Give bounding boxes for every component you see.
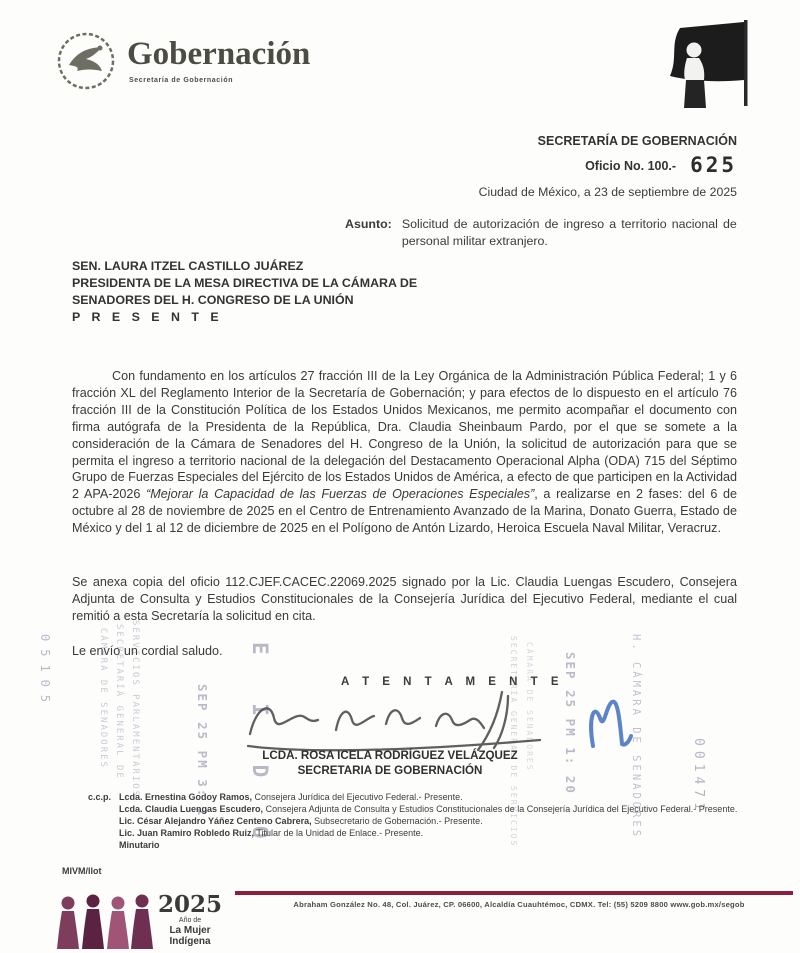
secretariat-title: SECRETARÍA DE GOBERNACIÓN	[537, 134, 737, 148]
recipient-presente: P R E S E N T E	[72, 310, 223, 324]
recipient-title-1: PRESIDENTA DE LA MESA DIRECTIVA DE LA CÁMARA DE	[72, 276, 418, 290]
wordmark-block	[127, 30, 310, 84]
ccp-item-name: Lcda. Ernestina Godoy Ramos,	[119, 792, 253, 802]
subject-block	[345, 216, 737, 249]
signatory-block	[190, 748, 590, 778]
recipient-block	[72, 258, 417, 326]
dateline: Ciudad de México, a 23 de septiembre de 2025	[478, 185, 737, 199]
ccp-item-rest: Consejera Jurídica del Ejecutivo Federal.- Presente.	[252, 792, 463, 802]
subject-label: Asunto:	[345, 217, 392, 231]
ccp-items	[119, 792, 737, 852]
drafting-initials: MIVM/llot	[62, 866, 102, 876]
ccp-item-rest: Consejera Adjunta de Consulta y Estudios Constitucionales de la Consejería Jurídica del Ejecutivo Federal.- Presente.	[263, 803, 738, 814]
figure-silhouette	[57, 895, 153, 950]
ccp-item	[119, 816, 737, 827]
stamp-datetime-left: SEP 25 PM 3: 1	[195, 684, 210, 818]
ccp-block	[88, 792, 738, 852]
stamp-recibido: E I D O	[248, 642, 272, 857]
wordmark-subtitle: Secretaría de Gobernación	[129, 77, 234, 84]
wordmark-text: Gobernación	[127, 36, 311, 72]
p1-text-b: , a realizarse en 2 fases: del 6 de octubre al 28 de noviembre de 2025 en el Centro de Entrenamiento Avanzado de la Marina, Donato Guerra, Estado de México y del 1 al 12 de diciembre de 2025 en el Polígono de Antón Lizardo, Heroica Escuela Naval Militar, Veracruz.	[72, 487, 737, 536]
oficio-number-stamp: 625	[690, 153, 737, 177]
salutation-atentamente: A T E N T A M E N T E	[341, 676, 564, 688]
ccp-minutario: Minutario	[119, 839, 160, 850]
gobernacion-logo	[55, 30, 310, 92]
flag-figure-emblem-icon	[660, 18, 760, 110]
ccp-item-name: Lic. Juan Ramiro Robledo Ruiz,	[119, 827, 255, 838]
oficio-line	[538, 151, 737, 175]
year-2025-block	[152, 893, 228, 947]
body-paragraph-2: Se anexa copia del oficio 112.CJEF.CACEC.22069.2025 signado por la Lic. Claudia Luengas Escudero, Consejera Adjunta de Consulta y Estudios Constitucionales de la Consejería Jurídica del Ejecutivo Federal, mediante el cual remitió a esta Secretaría la solicitud en cita.	[72, 575, 737, 623]
year-caption-1: Año de	[178, 917, 202, 924]
stamp-folio-number: 001471	[691, 738, 706, 815]
ccp-item-rest: Subsecretario de Gobernación.- Presente.	[311, 815, 483, 826]
footer-accent-rule	[235, 891, 793, 895]
stamp-right-line-1: SECRETARÍA GENERAL DE SERVICIOS	[509, 636, 518, 848]
body-paragraph-1	[72, 368, 737, 537]
recipient-name: SEN. LAURA ITZEL CASTILLO JUÁREZ	[72, 259, 304, 273]
signatory-title: SECRETARIA DE GOBERNACIÓN	[297, 764, 483, 777]
stamp-senate-line-1: CÁMARA DE SENADORES	[98, 628, 108, 769]
p1-italic-quote: “Mejorar la Capacidad de las Fuerzas de Operaciones Especiales”	[146, 487, 535, 502]
stamp-right-line-2: CÁMARA DE SENADORES	[525, 642, 534, 772]
ccp-item-rest: Titular de la Unidad de Enlace.- Presente.	[254, 827, 424, 838]
ccp-item-name: Lic. César Alejandro Yáñez Centeno Cabrera,	[119, 815, 312, 826]
year-caption-3: Indígena	[169, 936, 211, 947]
footer-address: Abraham González No. 48, Col. Juárez, CP. 06600, Alcaldía Cuauhtémoc, CDMX. Tel: (55) 5209 8800 www.gob.mx/segob	[293, 900, 745, 909]
indigenous-women-illustration	[56, 890, 156, 950]
blue-ink-mark	[585, 696, 637, 752]
closing-line: Le envío un cordial saludo.	[72, 644, 223, 658]
letterhead-heading	[538, 133, 737, 175]
oficio-label: Oficio No. 100.-	[585, 159, 677, 173]
p1-text-a: Con fundamento en los artículos 27 fracción III de la Ley Orgánica de la Administración Pública Federal; 1 y 6 fracción XL del Reglamento Interior de la Secretaría de Gobernación; y para efectos de lo dispuesto en el artículo 76 fracción III de la Constitución Política de los Estados Unidos Mexicanos, me permito acompañar el documento con firma autógrafa de la Presidenta de la República, Dra. Claudia Sheinbaum Pardo, por el que se somete a la consideración de la Cámara de Senadores del H. Congreso de la Unión, la solicitud de autorización para que se permita el ingreso a territorio nacional de la delegación del Destacamento Operacional Alpha (ODA) 715 del Séptimo Grupo de Fuerzas Especiales del Ejército de los Estados Unidos de América, a efecto de que participen en la Actividad 2 APA-2026	[72, 369, 737, 502]
ccp-item	[119, 792, 737, 803]
stamp-senate-line-3: SERVICIOS PARLAMENTARIOS	[130, 620, 140, 799]
signatory-name: LCDA. ROSA ICELA RODRÍGUEZ VELÁZQUEZ	[262, 749, 518, 762]
ccp-item-name: Lcda. Claudia Luengas Escudero,	[119, 803, 264, 814]
stamp-chamber-of-senators: H. CÁMARA DE SENADORES	[630, 634, 642, 840]
ccp-item	[119, 828, 737, 839]
subject-text: Solicitud de autorización de ingreso a territorio nacional de personal militar extranjero.	[401, 217, 737, 248]
year-2025: 2025	[157, 891, 222, 918]
stamp-datetime-right: SEP 25 PM 1: 20	[563, 652, 578, 795]
ccp-item	[119, 804, 737, 815]
year-caption-2: La Mujer	[169, 925, 211, 936]
eagle-emblem-icon	[55, 30, 117, 92]
recipient-title-2: SENADORES DEL H. CONGRESO DE LA UNIÓN	[72, 293, 354, 307]
stamp-left-margin-code: 05105	[38, 634, 52, 711]
ccp-label: c.c.p.	[88, 792, 112, 802]
stamp-senate-line-2: SECRETARÍA GENERAL DE	[114, 624, 124, 780]
